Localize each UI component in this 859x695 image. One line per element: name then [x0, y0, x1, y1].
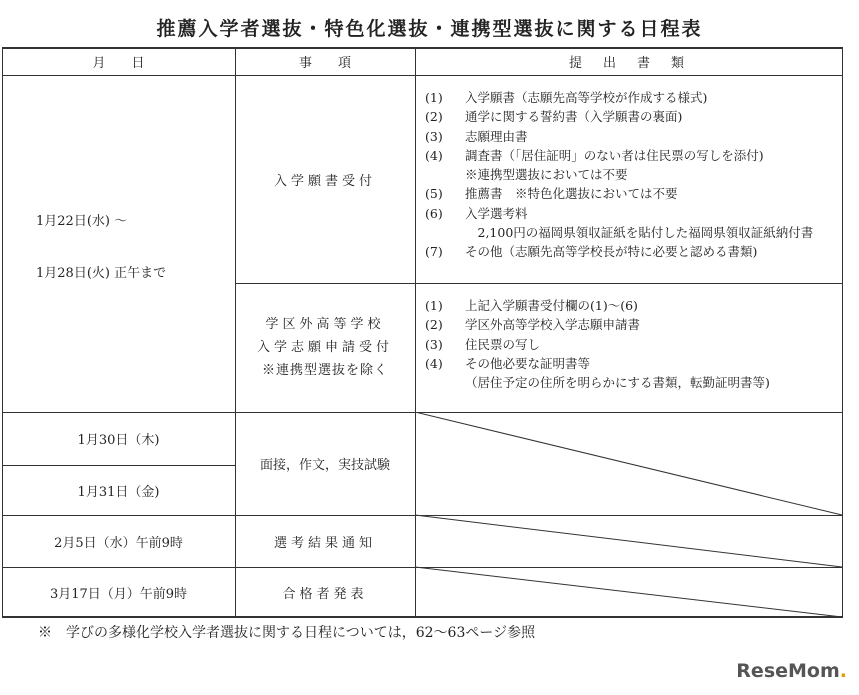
- document-number: [425, 223, 465, 242]
- document-number: (6): [425, 205, 443, 221]
- item-line: 入学志願申請受付: [256, 340, 393, 355]
- document-item: [425, 204, 813, 223]
- item-line: ※連携型選抜を除く: [261, 363, 388, 378]
- header-date: 月 日: [92, 56, 145, 71]
- document-text: 入学願書（志願先高等学校が作成する様式): [465, 90, 708, 105]
- document-number: (1): [425, 298, 443, 313]
- documents-list-out-of-district: [425, 296, 770, 392]
- date-start: 1月22日(水) ～: [36, 214, 128, 229]
- document-item: [425, 223, 813, 242]
- document-item: [425, 184, 813, 203]
- document-number: (4): [425, 147, 443, 163]
- documents-list-application: [425, 88, 813, 262]
- document-text: 推薦書 ※特色化選抜においては不要: [465, 186, 678, 202]
- document-item: [425, 242, 813, 261]
- date-announcement: 3月17日（月）午前9時: [49, 586, 188, 602]
- document-text: 調査書（「居住証明」のない者は住民票の写しを添付): [465, 147, 764, 163]
- date-interview-2: 1月31日（金): [77, 484, 160, 500]
- document-text: 2,100円の福岡県領収証紙を貼付した福岡県領収証紙納付書: [465, 225, 814, 241]
- item-application: 入学願書受付: [273, 173, 376, 189]
- item-out-of-district: [235, 283, 415, 412]
- document-text: 住民票の写し: [465, 336, 541, 352]
- document-text: その他必要な証明書等: [465, 355, 591, 371]
- document-number: [425, 373, 465, 392]
- document-text: その他（志願先高等学校長が特に必要と認める書類): [465, 244, 758, 260]
- document-number: (5): [425, 186, 443, 202]
- date-interview-1: 1月30日（木): [77, 433, 160, 448]
- resemom-logo: ReseMom.: [736, 660, 847, 682]
- document-number: (3): [425, 336, 443, 352]
- document-number: (4): [425, 355, 443, 371]
- page-title: 推薦入学者選抜・特色化選抜・連携型選抜に関する日程表: [156, 18, 703, 40]
- footnote: ※ 学びの多様化学校入学者選抜に関する日程については，62～63ページ参照: [38, 625, 536, 641]
- document-item: [425, 165, 813, 184]
- document-number: (2): [425, 109, 443, 125]
- item-result: 選考結果通知: [273, 535, 376, 551]
- item-interview: 面接，作文，実技試験: [259, 458, 390, 473]
- item-line: 学区外高等学校: [265, 317, 385, 332]
- empty-cell-diagonals: [415, 412, 843, 617]
- document-item: [425, 296, 770, 315]
- document-number: (7): [425, 244, 443, 260]
- document-text: 学区外高等学校入学志願申請書: [465, 317, 641, 333]
- document-text: 通学に関する誓約書（入学願書の裏面): [465, 109, 683, 125]
- date-end: 1月28日(火) 正午まで: [36, 266, 167, 281]
- header-documents: 提 出 書 類: [568, 56, 688, 71]
- document-item: [425, 354, 770, 373]
- document-number: [425, 165, 465, 184]
- document-number: (3): [425, 128, 443, 144]
- document-text: 入学選考料: [465, 205, 528, 221]
- document-text: （居住予定の住所を明らかにする書類，転勤証明書等): [465, 375, 770, 391]
- document-text: 志願理由書: [465, 128, 528, 144]
- document-item: [425, 373, 770, 392]
- header-item: 事 項: [298, 56, 351, 71]
- document-number: (2): [425, 317, 443, 333]
- item-announcement: 合格者発表: [282, 586, 368, 602]
- document-item: [425, 88, 813, 107]
- document-number: (1): [425, 90, 443, 105]
- document-item: [425, 315, 770, 334]
- document-item: [425, 146, 813, 165]
- document-text: 上記入学願書受付欄の(1)～(6): [465, 298, 638, 313]
- date-result: 2月5日（水）午前9時: [54, 535, 183, 551]
- document-item: [425, 127, 813, 146]
- document-item: [425, 107, 813, 126]
- document-text: ※連携型選抜においては不要: [465, 167, 628, 183]
- document-item: [425, 335, 770, 354]
